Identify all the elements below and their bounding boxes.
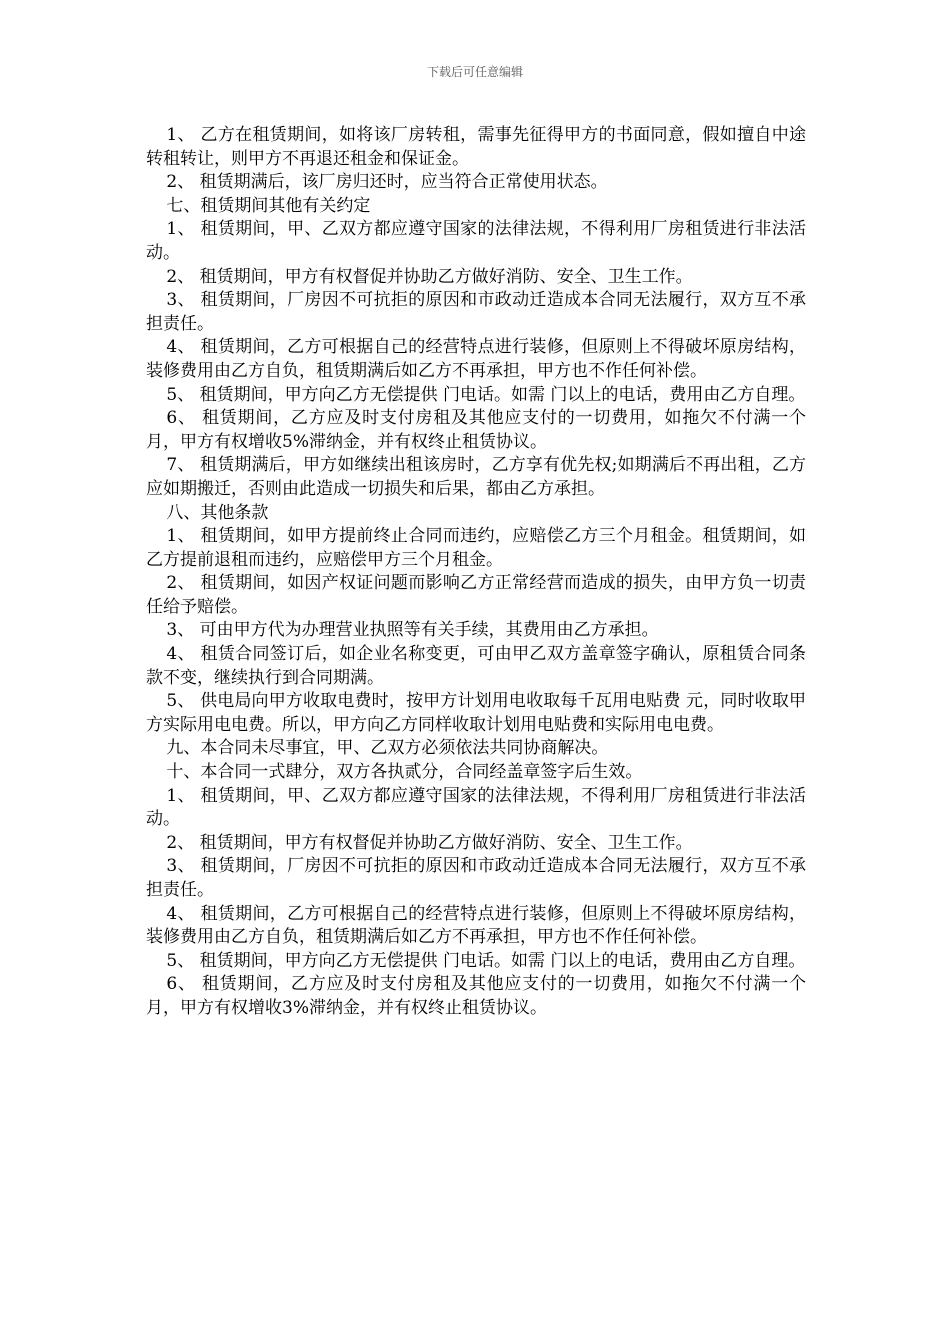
clause-paragraph: 2、 租赁期间，甲方有权督促并协助乙方做好消防、安全、卫生工作。: [166, 832, 693, 853]
section-heading: 八、其他条款: [166, 502, 269, 523]
clause-paragraph: 5、 租赁期间，甲方向乙方无偿提供 门电话。如需 门以上的电话，费用由乙方自理。: [166, 950, 806, 971]
page-header-note: 下载后可任意编辑: [426, 65, 523, 79]
section-heading: 十、本合同一式肆分，双方各执贰分，合同经盖章签字后生效。: [166, 762, 643, 783]
clause-paragraph: 3、 租赁期间，厂房因不可抗拒的原因和市政动迁造成本合同无法履行，双方互不承担责任。: [146, 290, 806, 334]
section-heading: 九、本合同未尽事宜，甲、乙双方必须依法共同协商解决。: [166, 738, 609, 759]
clause-paragraph: 1、 租赁期间，甲、乙双方都应遵守国家的法律法规，不得利用厂房租赁进行非法活动。: [146, 785, 806, 830]
clause-paragraph: 5、 供电局向甲方收取电费时，按甲方计划用电收取每千瓦用电贴费 元，同时收取甲方实际用电电费。所以，甲方向乙方同样收取计划用电贴费和实际用电电费。: [146, 691, 806, 735]
clause-paragraph: 5、 租赁期间，甲方向乙方无偿提供 门电话。如需 门以上的电话，费用由乙方自理。: [166, 384, 806, 405]
document-body: [146, 124, 806, 1021]
clause-paragraph: 1、 租赁期间，如甲方提前终止合同而违约，应赔偿乙方三个月租金。租赁期间，如乙方提前退租而违约，应赔偿甲方三个月租金。: [146, 526, 806, 570]
clause-paragraph: 4、 租赁期间，乙方可根据自己的经营特点进行装修，但原则上不得破坏原房结构，装修费用由乙方自负，租赁期满后如乙方不再承担，甲方也不作任何补偿。: [146, 903, 806, 948]
clause-paragraph: 4、 租赁合同签订后，如企业名称变更，可由甲乙双方盖章签字确认，原租赁合同条款不变，继续执行到合同期满。: [146, 644, 806, 688]
clause-paragraph: 2、 租赁期满后，该厂房归还时，应当符合正常使用状态。: [166, 172, 608, 193]
clause-paragraph: 4、 租赁期间，乙方可根据自己的经营特点进行装修，但原则上不得破坏原房结构，装修费用由乙方自负，租赁期满后如乙方不再承担，甲方也不作任何补偿。: [146, 337, 806, 381]
clause-paragraph: 6、 租赁期间，乙方应及时支付房租及其他应支付的一切费用，如拖欠不付满一个月，甲方有权增收3%滞纳金，并有权终止租赁协议。: [146, 974, 806, 1018]
clause-paragraph: 1、 乙方在租赁期间，如将该厂房转租，需事先征得甲方的书面同意，假如擅自中途转租转让，则甲方不再退还租金和保证金。: [146, 125, 806, 169]
clause-paragraph: 6、 租赁期间，乙方应及时支付房租及其他应支付的一切费用，如拖欠不付满一个月，甲方有权增收5%滞纳金，并有权终止租赁协议。: [146, 408, 806, 452]
clause-paragraph: 2、 租赁期间，如因产权证问题而影响乙方正常经营而造成的损失，由甲方负一切责任给予赔偿。: [146, 573, 806, 617]
clause-paragraph: 7、 租赁期满后，甲方如继续出租该房时，乙方享有优先权;如期满后不再出租，乙方应如期搬迁，否则由此造成一切损失和后果，都由乙方承担。: [146, 455, 806, 499]
clause-paragraph: 2、 租赁期间，甲方有权督促并协助乙方做好消防、安全、卫生工作。: [166, 266, 693, 287]
section-heading: 七、租赁期间其他有关约定: [166, 195, 371, 216]
clause-paragraph: 3、 租赁期间，厂房因不可抗拒的原因和市政动迁造成本合同无法履行，双方互不承担责任。: [146, 856, 806, 900]
clause-paragraph: 1、 租赁期间，甲、乙双方都应遵守国家的法律法规，不得利用厂房租赁进行非法活动。: [146, 219, 806, 263]
clause-paragraph: 3、 可由甲方代为办理营业执照等有关手续，其费用由乙方承担。: [166, 620, 659, 641]
